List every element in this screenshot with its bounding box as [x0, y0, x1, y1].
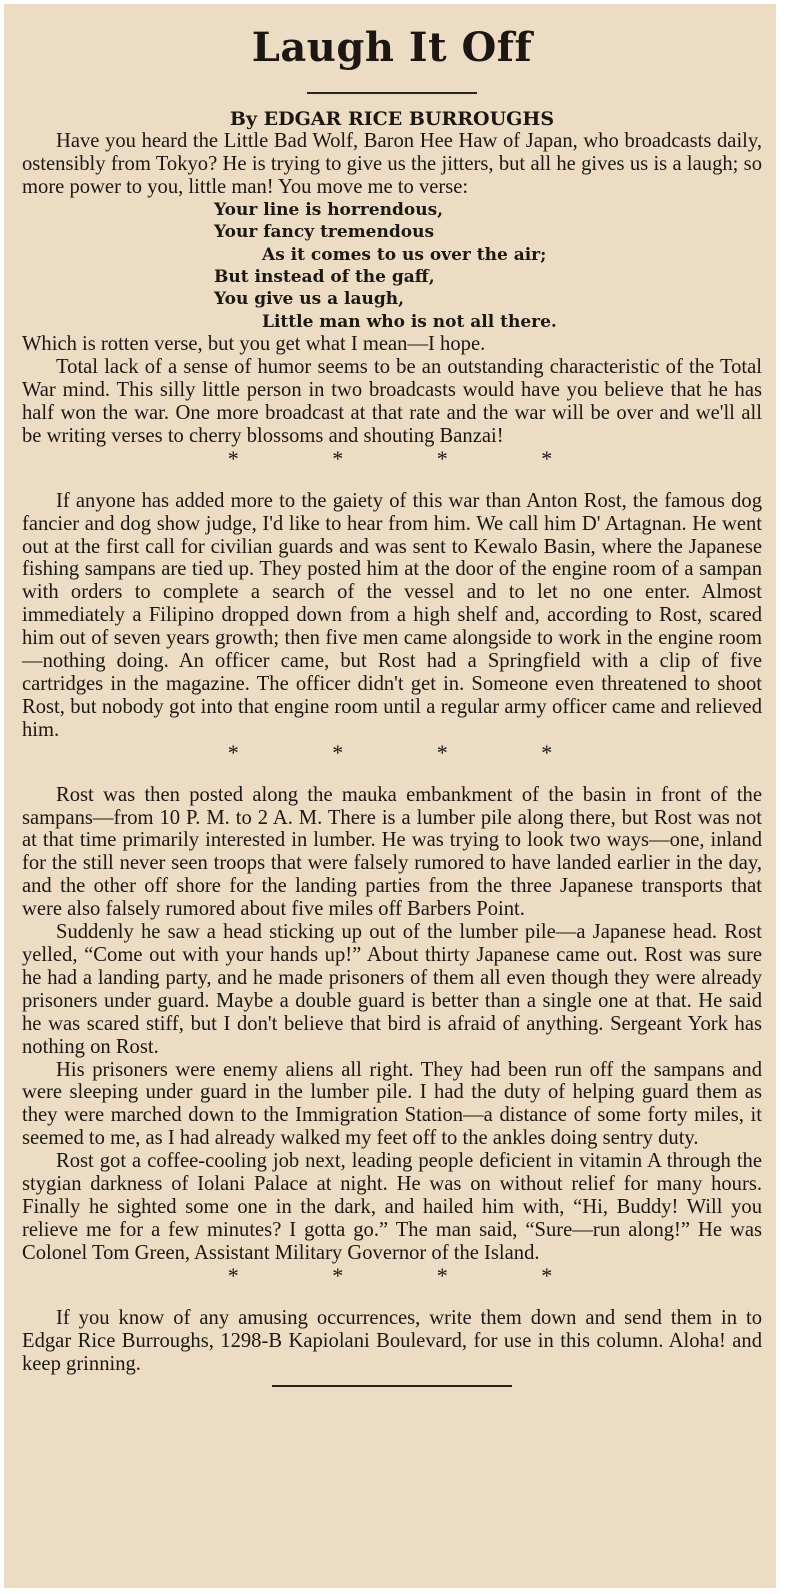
- intro-paragraph: Have you heard the Little Bad Wolf, Baron Hee Haw of Japan, who broadcasts daily, ostensibly from Tokyo? He is trying to give us the jitters, but all he gives us is a laugh; so more power to you, little man! You move me to verse:: [22, 130, 762, 198]
- section-separator: * * * *: [227, 1262, 597, 1288]
- section-separator: * * * *: [227, 739, 597, 765]
- title-rule: [307, 92, 477, 94]
- verse-line: Your fancy tremendous: [214, 222, 435, 243]
- mauka-paragraph: Rost was then posted along the mauka embankment of the basin in front of the sampans—from 10 P. M. to 2 A. M. There is a lumber pile along there, but Rost was not at that time primarily interested in lumber. He was trying to look two ways—one, inland for the still never seen troops that were falsely rumored to have landed earlier in the day, and the other off shore for the landing parties from the three Japanese transports that were also falsely rumored about five miles off Barbers Point.: [22, 783, 762, 921]
- closing-paragraph: If you know of any amusing occurrences, write them down and send them in to Edgar Rice Burroughs, 1298-B Kapiolani Boulevard, for use in this column. Aloha! and keep grinning.: [22, 1306, 762, 1375]
- newspaper-clipping: [4, 4, 776, 1588]
- spacer: [22, 764, 762, 784]
- total-war-paragraph: Total lack of a sense of humor seems to be an outstanding characteristic of the Total War mind. This silly little person in two broadcasts would have you believe that he has half won the war. One more broadcast at that rate and the war will be over and we'll all be writing verses to cherry blossoms and shouting Banzai!: [22, 356, 762, 447]
- head-paragraph: Suddenly he saw a head sticking up out of the lumber pile—a Japanese head. Rost yelled, “Come out with your hands up!” About thirty Japanese came out. Rost was sure he had a landing party, and he made prisoners of them all even though they were already prisoners under guard. Maybe a double guard is better than a single one at that. He said he was scared stiff, but I don't believe that bird is afraid of anything. Sergeant York has nothing on Rost.: [22, 921, 762, 1058]
- byline: By EDGAR RICE BURROUGHS: [229, 108, 555, 130]
- coffee-paragraph: Rost got a coffee-cooling job next, leading people deficient in vitamin A through the stygian darkness of Iolani Palace at night. He was on without relief for many hours. Finally he sighted some one in the dark, and hailed him with, “Hi, Buddy! Will you relieve me for a few minutes? I gotta go.” The man said, “Sure—run along!” He was Colonel Tom Green, Assistant Military Governor of the Island.: [22, 1150, 762, 1264]
- prisoners-paragraph: His prisoners were enemy aliens all right. They had been run off the sampans and were sleeping under guard in the lumber pile. I had the duty of helping guard them as they were marched down to the Immigration Station—a distance of some forty miles, it seemed to me, as I had already walked my feet off to the ankles doing sentry duty.: [22, 1058, 762, 1150]
- article-title: Laugh It Off: [251, 24, 533, 71]
- verse-line: You give us a laugh,: [214, 289, 405, 310]
- section-separator: * * * *: [227, 445, 597, 471]
- verse-block: [22, 199, 762, 333]
- bottom-rule: [272, 1385, 512, 1387]
- verse-line: As it comes to us over the air;: [262, 244, 547, 265]
- rost-intro-paragraph: If anyone has added more to the gaiety of this war than Anton Rost, the famous dog fancier and dog show judge, I'd like to hear from him. We call him D' Artagnan. He went out at the first call for civilian guards and was sent to Kewalo Basin, where the Japanese fishing sampans are tied up. They posted him at the door of the engine room of a sampan with orders to complete a search of the vessel and to let no one enter. Almost immediately a Filipino dropped down from a high shelf and, according to Rost, scared him out of seven years growth; then five men came alongside to work in the engine room—nothing doing. An officer came, but Rost had a Springfield with a clip of five cartridges in the magazine. The officer didn't get in. Someone even threatened to shoot Rost, but nobody got into that engine room until a regular army officer came and relieved him.: [22, 489, 762, 741]
- spacer: [22, 470, 762, 490]
- verse-line: Your line is horrendous,: [214, 199, 444, 220]
- spacer: [22, 1287, 762, 1307]
- verse-line: Little man who is not all there.: [262, 311, 557, 332]
- verse-line: But instead of the gaff,: [214, 266, 435, 287]
- after-verse-paragraph: Which is rotten verse, but you get what I mean—I hope.: [22, 333, 486, 356]
